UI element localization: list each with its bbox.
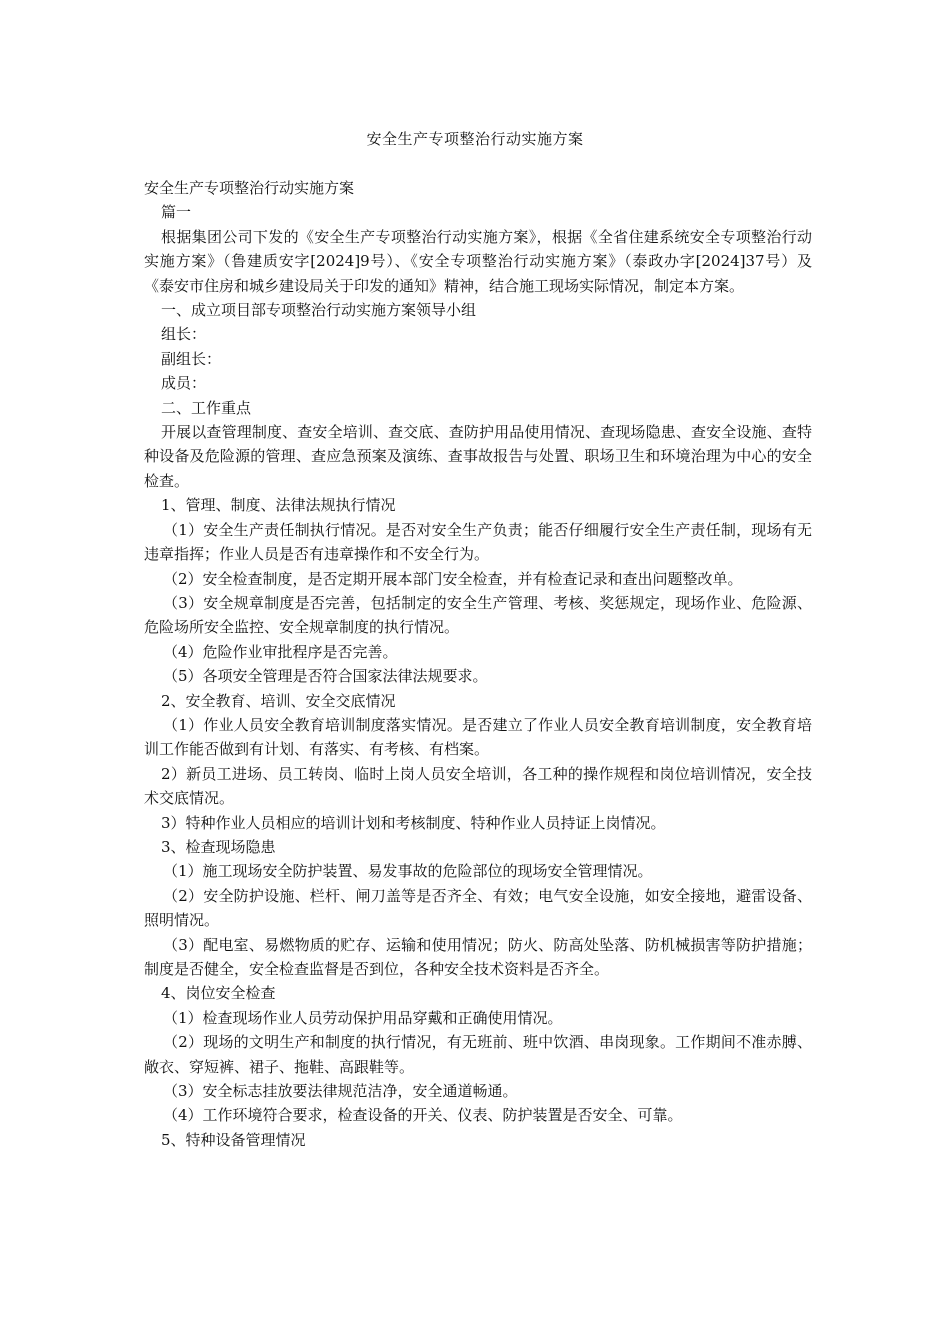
paragraph-intro: 根据集团公司下发的《安全生产专项整治行动实施方案》，根据《全省住建系统安全专项整治行动实施方案》（鲁建质安字[2024]9号）、《安全专项整治行动实施方案》（泰政办字[2024]37号）及《泰安市住房和城乡建设局关于印发的通知》精神，结合施工现场实际情况，制定本方案。: [144, 227, 812, 295]
list-item: （1）施工现场安全防护装置、易发事故的危险部位的现场安全管理情况。: [163, 862, 653, 881]
heading-leadership-group: 一、成立项目部专项整治行动实施方案领导小组: [161, 301, 477, 320]
heading-special-equipment: 5、特种设备管理情况: [161, 1130, 306, 1149]
heading-post-safety: 4、岗位安全检查: [161, 984, 276, 1003]
heading-site-hazards: 3、检查现场隐患: [161, 837, 276, 856]
list-item: （4）工作环境符合要求，检查设备的开关、仪表、防护装置是否安全、可靠。: [163, 1106, 683, 1125]
paragraph-section-label: 篇一: [161, 203, 192, 222]
field-deputy-leader: 副组长：: [161, 349, 222, 368]
field-group-leader: 组长：: [161, 325, 207, 344]
list-item: （3）安全规章制度是否完善，包括制定的安全生产管理、考核、奖惩规定，现场作业、危险源、危险场所安全监控、安全规章制度的执行情况。: [144, 593, 812, 637]
paragraph-subtitle: 安全生产专项整治行动实施方案: [144, 179, 355, 197]
list-item: （2）安全防护设施、栏杆、闸刀盖等是否齐全、有效；电气安全设施，如安全接地，避雷设备、照明情况。: [144, 886, 812, 930]
list-item: （1）安全生产责任制执行情况。是否对安全生产负责；能否仔细履行安全生产责任制，现场有无违章指挥；作业人员是否有违章操作和不安全行为。: [144, 520, 812, 564]
heading-work-focus: 二、工作重点: [161, 398, 252, 417]
heading-management-rules: 1、管理、制度、法律法规执行情况: [161, 496, 396, 515]
list-item: 2）新员工进场、员工转岗、临时上岗人员安全培训，各工种的操作规程和岗位培训情况，安全技术交底情况。: [144, 764, 812, 808]
list-item: （3）安全标志挂放要法律规范洁净，安全通道畅通。: [163, 1082, 518, 1101]
page-title: 安全生产专项整治行动实施方案: [366, 130, 584, 148]
list-item: （1）检查现场作业人员劳动保护用品穿戴和正确使用情况。: [163, 1008, 563, 1027]
list-item: 3）特种作业人员相应的培训计划和考核制度、特种作业人员持证上岗情况。: [161, 813, 666, 832]
list-item: （3）配电室、易燃物质的贮存、运输和使用情况；防火、防高处坠落、防机械损害等防护措施；制度是否健全，安全检查监督是否到位，各种安全技术资料是否齐全。: [144, 935, 812, 978]
document-body: [144, 176, 812, 1152]
heading-safety-training: 2、安全教育、培训、安全交底情况: [161, 691, 396, 710]
list-item: （1）作业人员安全教育培训制度落实情况。是否建立了作业人员安全教育培训制度，安全教育培训工作能否做到有计划、有落实、有考核、有档案。: [144, 715, 812, 759]
paragraph-work-focus: 开展以查管理制度、查安全培训、查交底、查防护用品使用情况、查现场隐患、查安全设施、查特种设备及危险源的管理、查应急预案及演练、查事故报告与处置、职场卫生和环境治理为中心的安全检查。: [144, 423, 812, 490]
field-members: 成员：: [161, 374, 207, 393]
list-item: （5）各项安全管理是否符合国家法律法规要求。: [163, 667, 488, 686]
list-item: （4）危险作业审批程序是否完善。: [163, 642, 398, 661]
list-item: （2）安全检查制度，是否定期开展本部门安全检查，并有检查记录和查出问题整改单。: [163, 569, 743, 588]
list-item: （2）现场的文明生产和制度的执行情况，有无班前、班中饮酒、串岗现象。工作期间不准赤膊、敞衣、穿短裤、裙子、拖鞋、高跟鞋等。: [144, 1033, 812, 1076]
